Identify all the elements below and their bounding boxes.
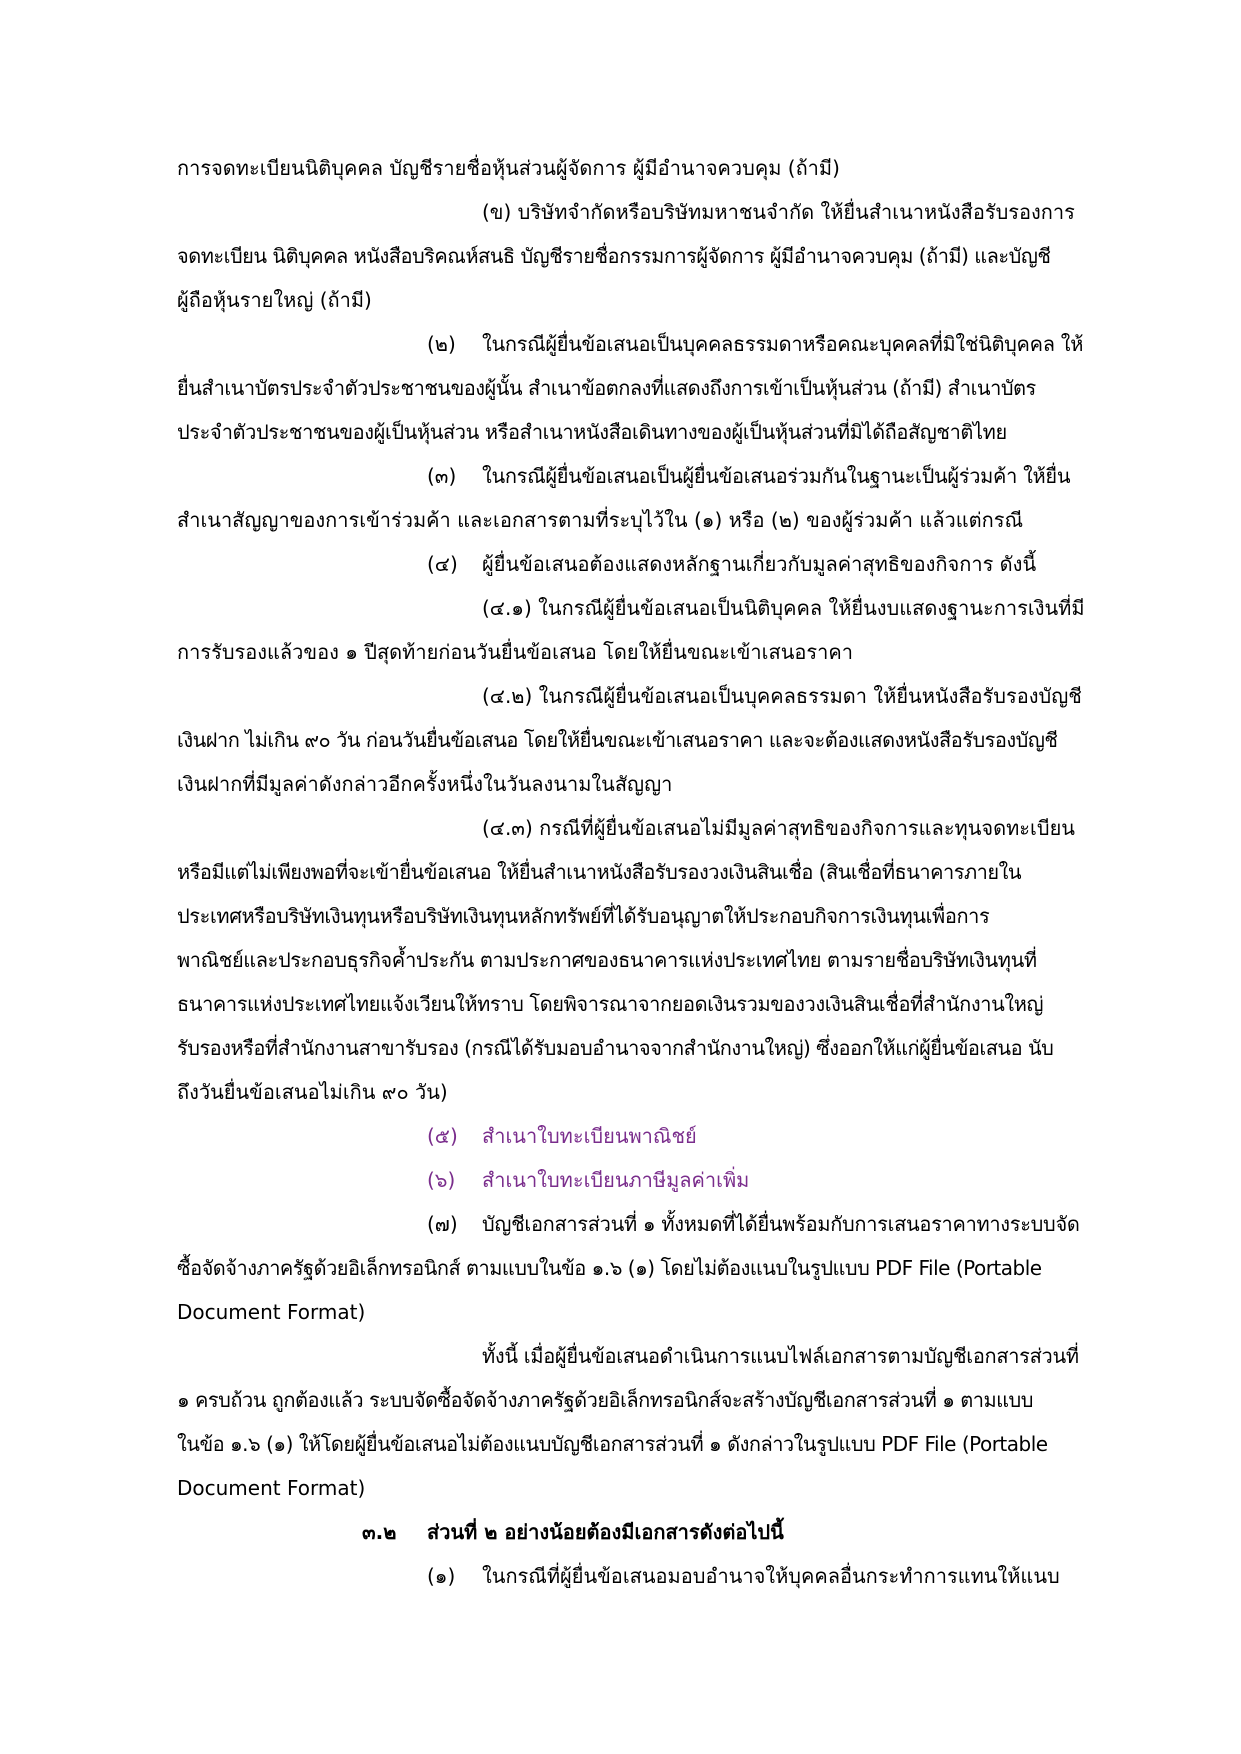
text-line: ประเทศหรือบริษัทเงินทุนหรือบริษัทเงินทุนหลักทรัพย์ที่ได้รับอนุญาตให้ประกอบกิจการเงินทุนเพื่อการ <box>177 904 990 928</box>
item-number: (๔) <box>427 552 458 576</box>
text-line: บัญชีเอกสารส่วนที่ ๑ ทั้งหมดที่ได้ยื่นพร้อมกับการเสนอราคาทางระบบจัด <box>482 1212 1080 1236</box>
text-line: ทั้งนี้ เมื่อผู้ยื่นข้อเสนอดำเนินการแนบไฟล์เอกสารตามบัญชีเอกสารส่วนที่ <box>482 1344 1079 1368</box>
item-number: (๑) <box>427 1564 456 1588</box>
text-line: การรับรองแล้วของ ๑ ปีสุดท้ายก่อนวันยื่นข้อเสนอ โดยให้ยื่นขณะเข้าเสนอราคา <box>177 640 853 664</box>
section-number: ๓.๒ <box>362 1520 397 1544</box>
item-number: (๓) <box>427 464 457 488</box>
text-line: ในกรณีผู้ยื่นข้อเสนอเป็นบุคคลธรรมดาหรือคณะบุคคลที่มิใช่นิติบุคคล ให้ <box>482 332 1084 356</box>
text-line: ผู้ถือหุ้นรายใหญ่ (ถ้ามี) <box>177 288 372 312</box>
text-line: (๔.๓) กรณีที่ผู้ยื่นข้อเสนอไม่มีมูลค่าสุทธิของกิจการและทุนจดทะเบียน <box>482 816 1075 840</box>
text-line: Document Format) <box>177 1300 366 1324</box>
text-line: ในกรณีผู้ยื่นข้อเสนอเป็นผู้ยื่นข้อเสนอร่วมกันในฐานะเป็นผู้ร่วมค้า ให้ยื่น <box>482 464 1071 488</box>
item-number: (๖) <box>427 1168 456 1192</box>
text-line: สำเนาสัญญาของการเข้าร่วมค้า และเอกสารตามที่ระบุไว้ใน (๑) หรือ (๒) ของผู้ร่วมค้า แล้วแต่กรณี <box>177 508 1024 532</box>
text-line: ยื่นสำเนาบัตรประจำตัวประชาชนของผู้นั้น สำเนาข้อตกลงที่แสดงถึงการเข้าเป็นหุ้นส่วน (ถ้ามี) สำเนาบัตร <box>177 376 1036 400</box>
text-line: เงินฝาก ไม่เกิน ๙๐ วัน ก่อนวันยื่นข้อเสนอ โดยให้ยื่นขณะเข้าเสนอราคา และจะต้องแสดงหนังสือรับรองบัญชี <box>177 728 1058 752</box>
text-line: ในข้อ ๑.๖ (๑) ให้โดยผู้ยื่นข้อเสนอไม่ต้องแนบบัญชีเอกสารส่วนที่ ๑ ดังกล่าวในรูปแบบ PDF File (Portable <box>177 1432 1048 1456</box>
text-line: สำเนาใบทะเบียนภาษีมูลค่าเพิ่ม <box>482 1168 750 1192</box>
text-line: รับรองหรือที่สำนักงานสาขารับรอง (กรณีได้รับมอบอำนาจจากสำนักงานใหญ่) ซึ่งออกให้แก่ผู้ยื่นข้อเสนอ นับ <box>177 1036 1054 1060</box>
item-number: (๗) <box>427 1212 458 1236</box>
text-line: ซื้อจัดจ้างภาครัฐด้วยอิเล็กทรอนิกส์ ตามแบบในข้อ ๑.๖ (๑) โดยไม่ต้องแนบในรูปแบบ PDF File (Portable <box>177 1256 1042 1280</box>
text-line: หรือมีแต่ไม่เพียงพอที่จะเข้ายื่นข้อเสนอ ให้ยื่นสำเนาหนังสือรับรองวงเงินสินเชื่อ (สินเชื่อที่ธนาคารภายใน <box>177 860 1022 884</box>
text-line: (๔.๑) ในกรณีผู้ยื่นข้อเสนอเป็นนิติบุคคล ให้ยื่นงบแสดงฐานะการเงินที่มี <box>482 596 1085 620</box>
text-line: ถึงวันยื่นข้อเสนอไม่เกิน ๙๐ วัน) <box>177 1080 448 1104</box>
item-number: (๒) <box>427 332 456 356</box>
text-line: Document Format) <box>177 1476 366 1500</box>
text-line: สำเนาใบทะเบียนพาณิชย์ <box>482 1124 697 1148</box>
text-line: ประจำตัวประชาชนของผู้เป็นหุ้นส่วน หรือสำเนาหนังสือเดินทางของผู้เป็นหุ้นส่วนที่มิได้ถือสัญชาติไทย <box>177 420 1007 444</box>
text-line: การจดทะเบียนนิติบุคคล บัญชีรายชื่อหุ้นส่วนผู้จัดการ ผู้มีอำนาจควบคุม (ถ้ามี) <box>177 156 840 180</box>
text-line: ผู้ยื่นข้อเสนอต้องแสดงหลักฐานเกี่ยวกับมูลค่าสุทธิของกิจการ ดังนี้ <box>482 552 1037 576</box>
text-line: เงินฝากที่มีมูลค่าดังกล่าวอีกครั้งหนึ่งในวันลงนามในสัญญา <box>177 772 673 796</box>
text-line: (๔.๒) ในกรณีผู้ยื่นข้อเสนอเป็นบุคคลธรรมดา ให้ยื่นหนังสือรับรองบัญชี <box>482 684 1082 708</box>
text-line: ธนาคารแห่งประเทศไทยแจ้งเวียนให้ทราบ โดยพิจารณาจากยอดเงินรวมของวงเงินสินเชื่อที่สำนักงานใหญ่ <box>177 992 1044 1016</box>
text-line: (ข) บริษัทจำกัดหรือบริษัทมหาชนจำกัด ให้ยื่นสำเนาหนังสือรับรองการ <box>482 200 1075 224</box>
text-line: ๑ ครบถ้วน ถูกต้องแล้ว ระบบจัดซื้อจัดจ้างภาครัฐด้วยอิเล็กทรอนิกส์จะสร้างบัญชีเอกสารส่วนที่ ๑ ตามแบบ <box>177 1388 1033 1412</box>
text-line: ในกรณีที่ผู้ยื่นข้อเสนอมอบอำนาจให้บุคคลอื่นกระทำการแทนให้แนบ <box>482 1564 1060 1588</box>
text-line: พาณิชย์และประกอบธุรกิจค้ำประกัน ตามประกาศของธนาคารแห่งประเทศไทย ตามรายชื่อบริษัทเงินทุนที่ <box>177 948 1037 972</box>
text-line: จดทะเบียน นิติบุคคล หนังสือบริคณห์สนธิ บัญชีรายชื่อกรรมการผู้จัดการ ผู้มีอำนาจควบคุม (ถ้ามี) และบัญชี <box>177 244 1051 268</box>
item-number: (๕) <box>427 1124 458 1148</box>
section-heading: ส่วนที่ ๒ อย่างน้อยต้องมีเอกสารดังต่อไปนี้ <box>427 1520 784 1544</box>
